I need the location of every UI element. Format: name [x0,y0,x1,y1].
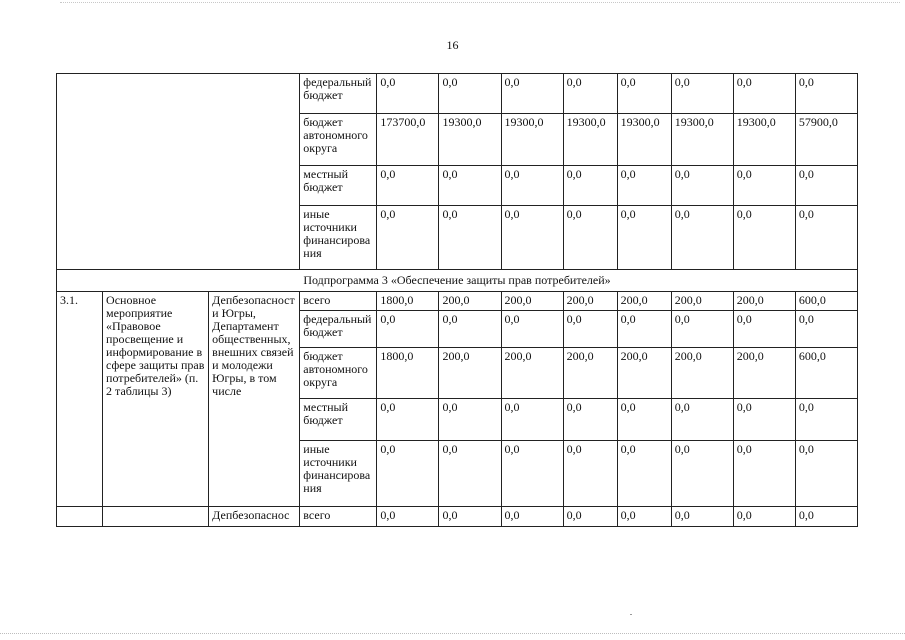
value-cell: 0,0 [733,399,795,441]
value-cell: 0,0 [671,311,733,348]
value-cell: 200,0 [617,292,671,311]
value-cell: 0,0 [617,166,671,206]
scan-artifact-bottom [0,633,905,635]
value-cell: 200,0 [733,348,795,399]
value-cell: 0,0 [439,166,501,206]
source-cell: всего [300,292,377,311]
value-cell: 0,0 [501,441,563,507]
value-cell: 0,0 [439,206,501,270]
source-cell: иные источники финансирования [300,206,377,270]
table-row [57,270,858,292]
value-cell: 0,0 [617,441,671,507]
value-cell: 0,0 [795,507,857,527]
value-cell: 200,0 [671,292,733,311]
value-cell: 0,0 [377,311,439,348]
value-cell: 0,0 [733,311,795,348]
value-cell: 57900,0 [795,114,857,166]
page-number: 16 [446,38,459,52]
table-row [57,74,858,114]
value-cell: 0,0 [439,507,501,527]
value-cell: 0,0 [501,507,563,527]
empty-cell [103,507,209,527]
value-cell: 0,0 [617,507,671,527]
section-title: Подпрограмма 3 «Обеспечение защиты прав потребителей» [57,270,858,292]
value-cell: 0,0 [733,507,795,527]
value-cell: 0,0 [563,74,617,114]
value-cell: 0,0 [377,399,439,441]
value-cell: 0,0 [671,441,733,507]
value-cell: 0,0 [439,399,501,441]
value-cell: 0,0 [671,206,733,270]
value-cell: 600,0 [795,292,857,311]
value-cell: 0,0 [501,74,563,114]
value-cell: 0,0 [563,399,617,441]
value-cell: 173700,0 [377,114,439,166]
value-cell: 0,0 [377,507,439,527]
value-cell: 0,0 [733,441,795,507]
source-cell: всего [300,507,377,527]
value-cell: 200,0 [671,348,733,399]
value-cell: 0,0 [617,206,671,270]
empty-cell [57,507,103,527]
value-cell: 0,0 [795,206,857,270]
value-cell: 200,0 [563,292,617,311]
value-cell: 0,0 [377,441,439,507]
value-cell: 19300,0 [439,114,501,166]
value-cell: 0,0 [795,311,857,348]
table-row [57,507,858,527]
value-cell: 0,0 [617,74,671,114]
value-cell: 0,0 [671,507,733,527]
value-cell: 0,0 [563,166,617,206]
value-cell: 200,0 [501,348,563,399]
value-cell: 0,0 [439,441,501,507]
value-cell: 0,0 [733,74,795,114]
value-cell: 600,0 [795,348,857,399]
value-cell: 0,0 [563,206,617,270]
value-cell: 1800,0 [377,348,439,399]
value-cell: 0,0 [563,441,617,507]
value-cell: 0,0 [377,206,439,270]
value-cell: 0,0 [671,399,733,441]
value-cell: 0,0 [795,166,857,206]
value-cell: 0,0 [671,166,733,206]
value-cell: 19300,0 [501,114,563,166]
item-number: 3.1. [57,292,103,507]
value-cell: 0,0 [501,399,563,441]
value-cell: 200,0 [501,292,563,311]
source-cell: федеральный бюджет [300,311,377,348]
source-cell: федеральный бюджет [300,74,377,114]
value-cell: 0,0 [501,311,563,348]
value-cell: 0,0 [733,166,795,206]
value-cell: 0,0 [733,206,795,270]
value-cell: 200,0 [439,292,501,311]
value-cell: 0,0 [501,166,563,206]
value-cell: 0,0 [563,311,617,348]
value-cell: 19300,0 [671,114,733,166]
source-cell: бюджет автономного округа [300,114,377,166]
value-cell: 0,0 [439,74,501,114]
value-cell: 0,0 [377,166,439,206]
value-cell: 0,0 [795,74,857,114]
value-cell: 0,0 [617,399,671,441]
activity-description: Основное мероприятие «Правовое просвещение и информирование в сфере защиты прав потребителей» (п. 2 таблицы 3) [103,292,209,507]
source-cell: местный бюджет [300,166,377,206]
value-cell: 0,0 [617,311,671,348]
source-cell: иные источники финансирования [300,441,377,507]
executor-cell: Депбезопасности Югры, Департамент общественных, внешних связей и молодежи Югры, в том числе [209,292,300,507]
budget-table [56,73,858,527]
value-cell: 0,0 [439,311,501,348]
value-cell: 0,0 [795,441,857,507]
value-cell: 19300,0 [563,114,617,166]
source-cell: местный бюджет [300,399,377,441]
value-cell: 0,0 [671,74,733,114]
value-cell: 1800,0 [377,292,439,311]
value-cell: 200,0 [733,292,795,311]
value-cell: 19300,0 [733,114,795,166]
executor-cell: Депбезопаснос [209,507,300,527]
scan-speck [630,614,632,615]
value-cell: 200,0 [439,348,501,399]
value-cell: 0,0 [501,206,563,270]
source-cell: бюджет автономного округа [300,348,377,399]
value-cell: 0,0 [563,507,617,527]
value-cell: 200,0 [617,348,671,399]
value-cell: 19300,0 [617,114,671,166]
scan-artifact-top [60,2,900,4]
value-cell: 0,0 [377,74,439,114]
table-row [57,292,858,311]
value-cell: 200,0 [563,348,617,399]
empty-merged-cell [57,74,300,270]
value-cell: 0,0 [795,399,857,441]
